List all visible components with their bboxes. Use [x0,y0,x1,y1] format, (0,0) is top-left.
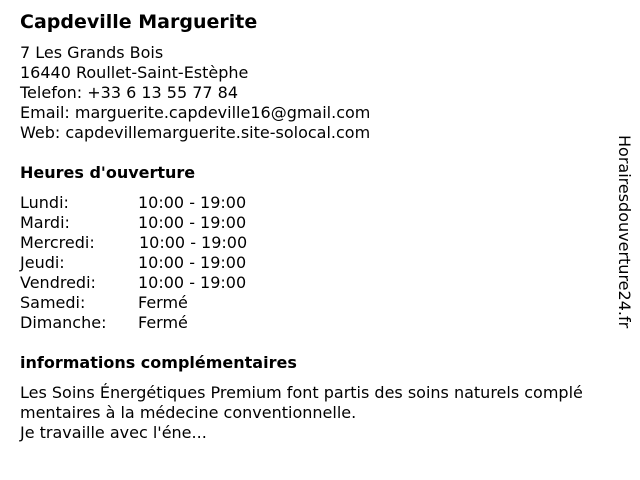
time-value: 10:00 - 19:00 [138,213,247,232]
site-watermark: Horairesdouverture24.fr [615,135,634,329]
email-address: Email: marguerite.capdeville16@gmail.com [20,103,371,122]
additional-info-heading: informations complémentaires [20,353,297,372]
time-value: Fermé [138,313,188,332]
hours-row-sunday [20,313,280,333]
hours-row-thursday [20,253,280,273]
time-value: Fermé [138,293,188,312]
opening-hours-table [20,193,280,333]
description-line: Les Soins Énergétiques Premium font partis des soins naturels complé [20,383,583,402]
address-city: 16440 Roullet-Saint-Estèphe [20,63,249,82]
day-label: Dimanche: [20,313,107,332]
day-label: Mardi: [20,213,70,232]
day-label: Lundi: [20,193,69,212]
time-value: 10:00 - 19:00 [138,193,247,212]
time-value: 10:00 - 19:00 [138,273,247,292]
day-label: Mercredi: [20,233,95,252]
business-name: Capdeville Marguerite [20,11,258,33]
day-label: Vendredi: [20,273,96,292]
hours-row-friday [20,273,280,293]
address-street: 7 Les Grands Bois [20,43,164,62]
description-line: mentaires à la médecine conventionnelle. [20,403,357,422]
opening-hours-heading: Heures d'ouverture [20,163,196,182]
hours-row-monday [20,193,280,213]
additional-info-text [20,383,632,443]
time-value: 10:00 - 19:00 [139,233,248,252]
hours-row-tuesday [20,213,280,233]
website-address: Web: capdevillemarguerite.site-solocal.com [20,123,371,142]
hours-row-wednesday [20,233,280,253]
phone-number: Telefon: +33 6 13 55 77 84 [20,83,239,102]
hours-row-saturday [20,293,280,313]
contact-block [20,43,370,143]
time-value: 10:00 - 19:00 [138,253,247,272]
description-line: Je travaille avec l'éne... [20,423,207,442]
day-label: Samedi: [20,293,86,312]
day-label: Jeudi: [20,253,65,272]
